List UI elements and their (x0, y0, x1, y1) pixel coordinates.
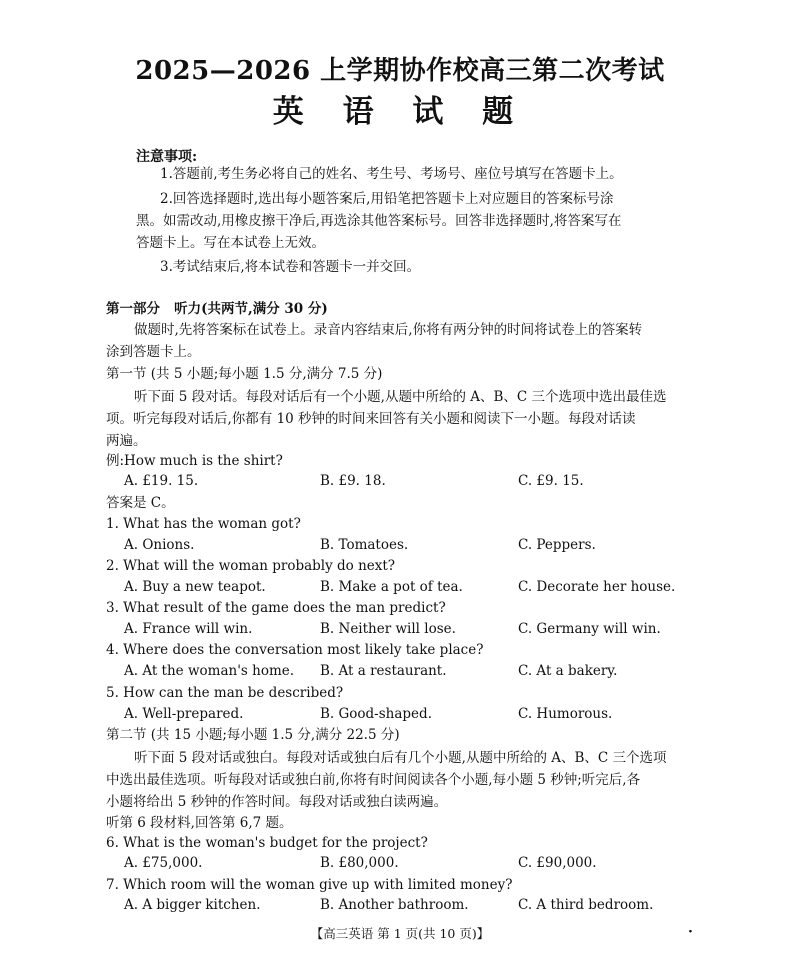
q3-option-a: A. France will win. (124, 621, 253, 637)
q5-option-a: A. Well-prepared. (124, 706, 244, 722)
part1-intro: 做题时,先将答案标在试卷上。录音内容结束后,你将有两分钟的时间将试卷上的答案转 (134, 322, 643, 338)
section2-instr: 听下面 5 段对话或独白。每段对话或独白后有几个小题,从题中所给的 A、B、C 三个选项 (134, 750, 667, 766)
q7-option-b: B. Another bathroom. (320, 897, 469, 913)
part1-heading-text: 听力(共两节,满分 30 分) (174, 301, 328, 317)
section1-instr: 听下面 5 段对话。每段对话后有一个小题,从题中所给的 A、B、C 三个选项中选出最佳选 (134, 389, 667, 405)
part1-heading (106, 298, 328, 320)
question-2: 2. What will the woman probably do next? (106, 558, 396, 574)
q6-option-b: B. £80,000. (320, 855, 399, 871)
question-7: 7. Which room will the woman give up with limited money? (106, 877, 513, 893)
q6-option-c: C. £90,000. (518, 855, 597, 871)
subject-title: 英 语 试 题 (272, 94, 528, 130)
section1-heading: 第一节 (共 5 小题;每小题 1.5 分,满分 7.5 分) (106, 366, 383, 382)
section2-instr-cont: 中选出最佳选项。听每段对话或独白前,你将有时间阅读各个小题,每小题 5 秒钟;听完后,各 (106, 772, 641, 788)
part1-label: 第一部分 (106, 301, 160, 317)
question-5: 5. How can the man be described? (106, 685, 344, 701)
example-option-b: B. £9. 18. (320, 473, 386, 489)
notice-item-2: 2.回答选择题时,选出每小题答案后,用铅笔把答题卡上对应题目的答案标号涂 (160, 191, 614, 207)
section1-instr-cont: 两遍。 (106, 433, 147, 449)
q5-option-c: C. Humorous. (518, 706, 613, 722)
notice-item-1: 1.答题前,考生务必将自己的姓名、考生号、考场号、座位号填写在答题卡上。 (160, 166, 623, 182)
section1-instr-cont: 项。听完每段对话后,你都有 10 秒钟的时间来回答有关小题和阅读下一小题。每段对话读 (106, 411, 636, 427)
q3-option-c: C. Germany will win. (518, 621, 661, 637)
part1-intro-cont: 涂到答题卡上。 (106, 344, 201, 360)
question-1: 1. What has the woman got? (106, 516, 301, 532)
q7-option-a: A. A bigger kitchen. (124, 897, 261, 913)
q4-option-b: B. At a restaurant. (320, 663, 447, 679)
example-option-a: A. £19. 15. (124, 473, 199, 489)
q2-option-c: C. Decorate her house. (518, 579, 676, 595)
q1-option-c: C. Peppers. (518, 537, 596, 553)
q5-option-b: B. Good-shaped. (320, 706, 432, 722)
question-6: 6. What is the woman's budget for the project? (106, 835, 428, 851)
q6-option-a: A. £75,000. (124, 855, 203, 871)
q1-option-b: B. Tomatoes. (320, 537, 409, 553)
q3-option-b: B. Neither will lose. (320, 621, 456, 637)
example-answer: 答案是 C。 (106, 495, 175, 511)
page-footer: 【高三英语 第 1 页(共 10 页)】 (310, 926, 490, 941)
material-6: 听第 6 段材料,回答第 6,7 题。 (106, 815, 293, 831)
notice-item-2-cont: 答题卡上。写在本试卷上无效。 (136, 235, 325, 251)
q7-option-c: C. A third bedroom. (518, 897, 654, 913)
q4-option-a: A. At the woman's home. (124, 663, 295, 679)
section2-heading: 第二节 (共 15 小题;每小题 1.5 分,满分 22.5 分) (106, 727, 400, 743)
footer-mark: · (688, 924, 693, 940)
q4-option-c: C. At a bakery. (518, 663, 618, 679)
q1-option-a: A. Onions. (124, 537, 195, 553)
notice-item-2-cont: 黑。如需改动,用橡皮擦干净后,再选涂其他答案标号。回答非选择题时,将答案写在 (136, 213, 622, 229)
notice-item-3: 3.考试结束后,将本试卷和答题卡一并交回。 (160, 259, 421, 275)
example-option-c: C. £9. 15. (518, 473, 584, 489)
q2-option-a: A. Buy a new teapot. (124, 579, 266, 595)
question-4: 4. Where does the conversation most likely take place? (106, 642, 484, 658)
section2-instr-cont: 小题将给出 5 秒钟的作答时间。每段对话或独白读两遍。 (106, 794, 448, 810)
exam-title: 2025—2026 上学期协作校高三第二次考试 (135, 56, 665, 86)
example-question: 例:How much is the shirt? (106, 453, 283, 469)
notice-heading: 注意事项: (136, 149, 198, 165)
q2-option-b: B. Make a pot of tea. (320, 579, 463, 595)
question-3: 3. What result of the game does the man predict? (106, 600, 446, 616)
